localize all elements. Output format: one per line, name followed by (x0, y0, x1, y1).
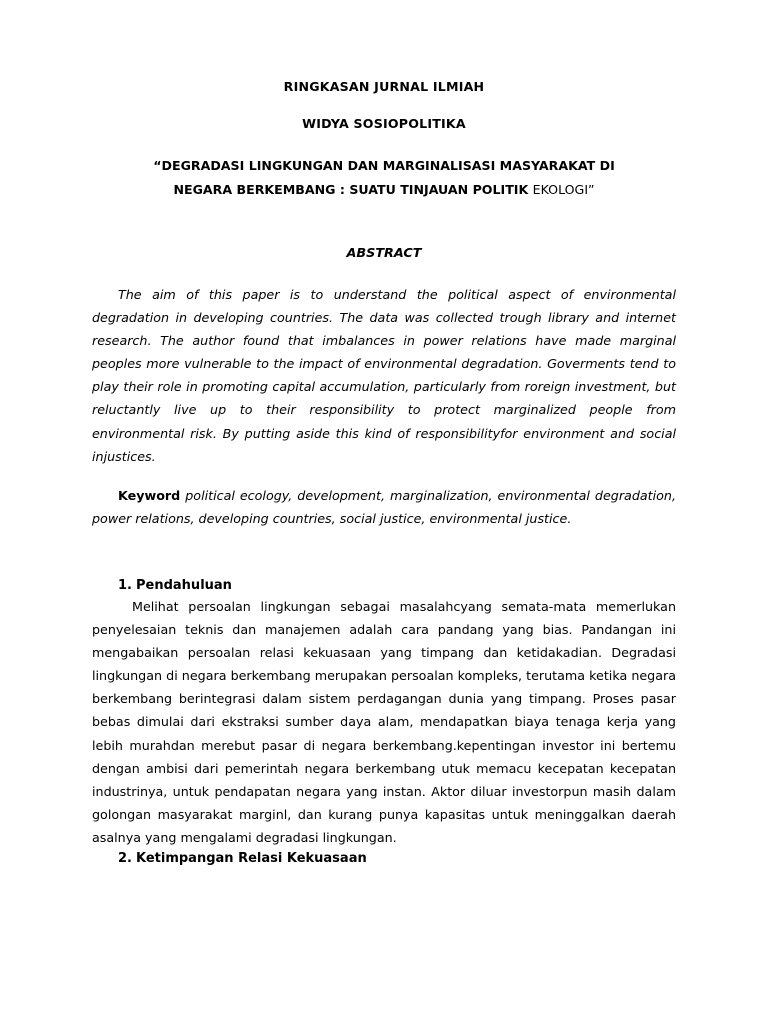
paper-title-line-2: NEGARA BERKEMBANG : SUATU TINJAUAN POLITIK (173, 181, 533, 197)
section-body-1: Melihat persoalan lingkungan sebagai masalahcyang semata-mata memerlukan penyelesaian teknis dan manajemen adalah cara pandang yang bias. Pandangan ini mengabaikan persoalan relasi kekuasaan yang timpang dan ketidakadian. Degradasi lingkungan di negara berkembang merupakan persoalan kompleks, terutama ketika negara berkembang berintegrasi dalam sistem perdagangan dunia yang timpang. Proses pasar bebas dimulai dari ekstraksi sumber daya alam, mendapatkan biaya tenaga kerja yang lebih murahdan merebut pasar di negara berkembang.kepentingan investor ini bertemu dengan ambisi dari pemerintah negara berkembang utuk memacu kecepatan kecepatan industrinya, untuk pendapatan negara yang instan. Aktor diluar investorpun masih dalam golongan masyarakat marginl, dan kurang punya kapasitas untuk meninggalkan daerah asalnya yang mengalami degradasi lingkungan. (92, 598, 676, 846)
keyword-list: political ecology, development, marginalization, environmental degradation, power relations, developing countries, social justice, environmental justice. (92, 487, 676, 526)
abstract-heading: ABSTRACT (346, 245, 422, 261)
section-title-1: Pendahuluan (136, 577, 232, 593)
journal-summary-label: RINGKASAN JURNAL ILMIAH (283, 79, 485, 94)
journal-name: WIDYA SOSIOPOLITIKA (302, 116, 466, 131)
paper-title-line-2-tail: EKOLOGI” (532, 181, 595, 197)
paper-title (92, 154, 676, 202)
abstract-text: The aim of this paper is to understand the political aspect of environmental degradation in developing countries. The data was collected trough library and internet research. The author found that imbalances in power relations have made marginal peoples more vulnerable to the impact of environmental degradation. Goverments tend to play their role in promoting capital accumulation, particularly from roreign investment, but reluctantly live up to their responsibility to protect marginalized people from environmental risk. By putting aside this kind of responsibilityfor environment and social injustices. (92, 286, 676, 464)
section-number-1: 1. (118, 577, 132, 593)
section-title-2: Ketimpangan Relasi Kekuasaan (136, 851, 367, 867)
section-heading-2 (92, 851, 676, 866)
paper-title-line-1: “DEGRADASI LINGKUNGAN DAN MARGINALISASI MASYARAKAT DI (153, 158, 615, 173)
section-number-2: 2. (118, 851, 132, 867)
keyword-paragraph (92, 484, 676, 530)
section-heading-1 (92, 578, 676, 593)
keyword-label: Keyword (118, 487, 181, 503)
